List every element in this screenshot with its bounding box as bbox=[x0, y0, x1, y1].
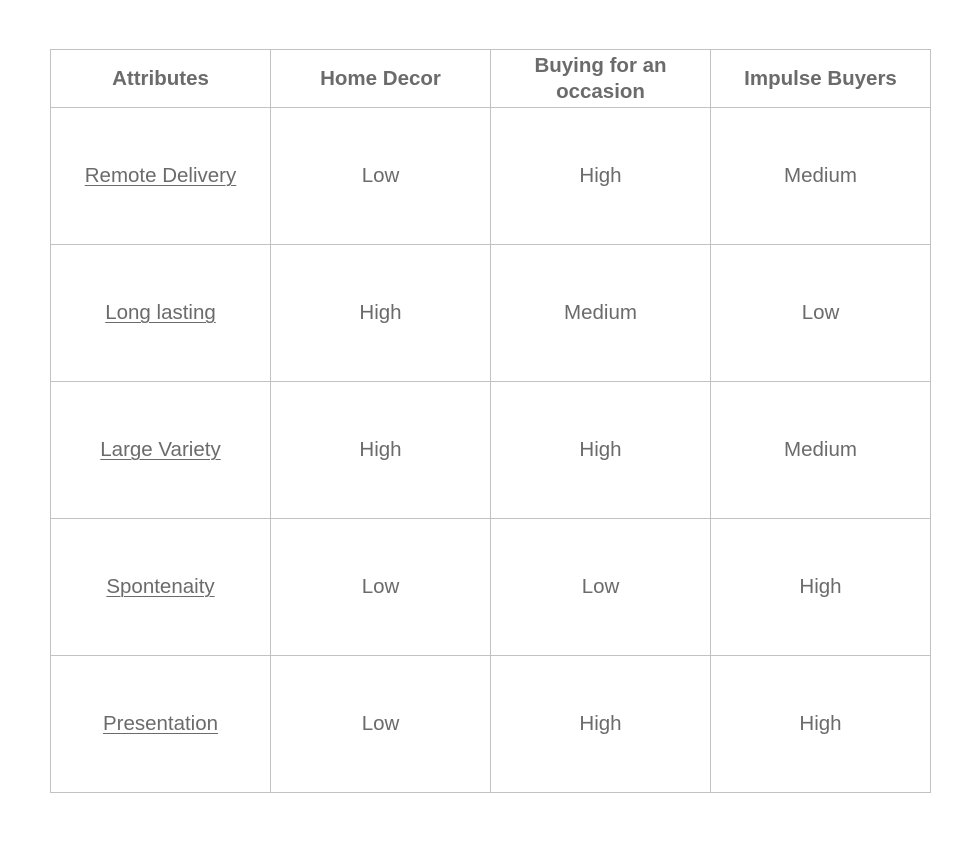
comparison-table bbox=[50, 49, 931, 793]
impulse-cell: Medium bbox=[711, 382, 931, 519]
impulse-cell: Medium bbox=[711, 108, 931, 245]
occasion-cell: High bbox=[491, 656, 711, 793]
header-attributes: Attributes bbox=[51, 50, 271, 108]
home-decor-cell: High bbox=[271, 245, 491, 382]
attribute-cell bbox=[51, 382, 271, 519]
attribute-link-long-lasting[interactable]: Long lasting bbox=[105, 301, 216, 324]
table-row bbox=[51, 382, 931, 519]
impulse-cell: Low bbox=[711, 245, 931, 382]
header-buying-for-occasion: Buying for an occasion bbox=[491, 50, 711, 108]
table-row bbox=[51, 519, 931, 656]
impulse-cell: High bbox=[711, 519, 931, 656]
occasion-cell: Medium bbox=[491, 245, 711, 382]
attribute-link-presentation[interactable]: Presentation bbox=[102, 712, 219, 735]
home-decor-cell: High bbox=[271, 382, 491, 519]
comparison-table-container bbox=[50, 49, 931, 793]
attribute-cell bbox=[51, 245, 271, 382]
table-header bbox=[51, 50, 931, 108]
attribute-cell bbox=[51, 108, 271, 245]
table-body bbox=[51, 108, 931, 793]
occasion-cell: Low bbox=[491, 519, 711, 656]
attribute-link-spontenaity[interactable]: Spontenaity bbox=[106, 575, 215, 598]
attribute-link-remote-delivery[interactable]: Remote Delivery bbox=[84, 164, 237, 187]
attribute-cell bbox=[51, 656, 271, 793]
attribute-link-large-variety[interactable]: Large Variety bbox=[100, 438, 221, 461]
impulse-cell: High bbox=[711, 656, 931, 793]
attribute-cell bbox=[51, 519, 271, 656]
home-decor-cell: Low bbox=[271, 656, 491, 793]
table-row bbox=[51, 108, 931, 245]
table-row bbox=[51, 656, 931, 793]
occasion-cell: High bbox=[491, 108, 711, 245]
home-decor-cell: Low bbox=[271, 108, 491, 245]
header-row bbox=[51, 50, 931, 108]
home-decor-cell: Low bbox=[271, 519, 491, 656]
occasion-cell: High bbox=[491, 382, 711, 519]
table-row bbox=[51, 245, 931, 382]
header-home-decor: Home Decor bbox=[271, 50, 491, 108]
header-impulse-buyers: Impulse Buyers bbox=[711, 50, 931, 108]
